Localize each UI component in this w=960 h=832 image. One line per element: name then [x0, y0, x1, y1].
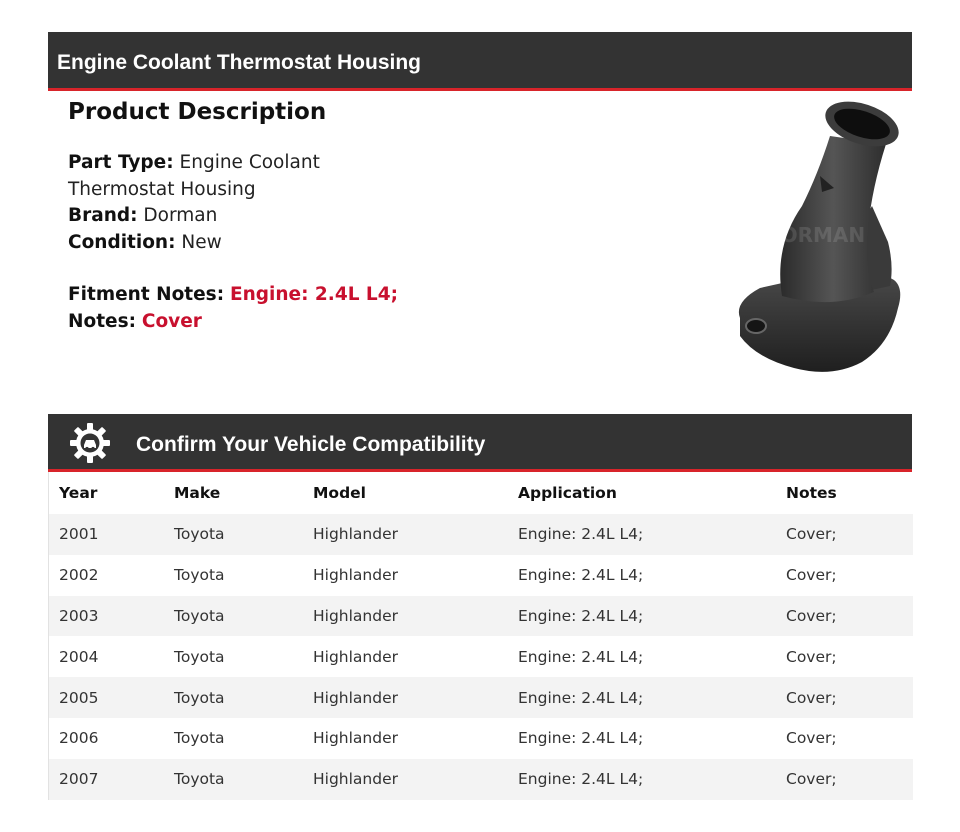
condition-row	[68, 230, 428, 257]
part-type-value: Engine Coolant Thermostat Housing	[68, 152, 320, 200]
notes-value: Cover	[141, 310, 202, 332]
make-cell: Toyota	[164, 555, 303, 596]
year-cell: 2007	[49, 759, 164, 800]
fitment-row	[68, 282, 428, 309]
application-cell: Engine: 2.4L L4;	[508, 596, 776, 637]
condition-label: Condition:	[68, 231, 176, 253]
notes-cell: Cover;	[776, 718, 913, 759]
notes-row	[68, 309, 428, 336]
product-description	[68, 98, 428, 335]
compatibility-bar	[48, 414, 912, 472]
brand-row	[68, 203, 428, 230]
application-cell: Engine: 2.4L L4;	[508, 759, 776, 800]
year-cell: 2002	[49, 555, 164, 596]
table-header-row	[49, 472, 913, 514]
part-type-label: Part Type:	[68, 152, 174, 173]
table-row	[49, 514, 913, 555]
model-cell: Highlander	[303, 596, 508, 637]
notes-cell: Cover;	[776, 677, 913, 718]
year-cell: 2001	[49, 514, 164, 555]
spec-list	[68, 150, 428, 256]
application-cell: Engine: 2.4L L4;	[508, 677, 776, 718]
model-cell: Highlander	[303, 677, 508, 718]
model-cell: Highlander	[303, 555, 508, 596]
description-heading: Product Description	[68, 99, 327, 125]
application-cell: Engine: 2.4L L4;	[508, 636, 776, 677]
fitment-label: Fitment Notes:	[68, 284, 225, 305]
compatibility-table	[49, 472, 913, 800]
make-cell: Toyota	[164, 636, 303, 677]
application-cell: Engine: 2.4L L4;	[508, 718, 776, 759]
table-row	[49, 759, 913, 800]
condition-value: New	[181, 231, 222, 253]
col-model-header: Model	[303, 472, 508, 514]
year-cell: 2003	[49, 596, 164, 637]
col-make-header: Make	[164, 472, 303, 514]
model-cell: Highlander	[303, 636, 508, 677]
make-cell: Toyota	[164, 759, 303, 800]
table-row	[49, 677, 913, 718]
model-cell: Highlander	[303, 718, 508, 759]
notes-label: Notes:	[68, 310, 136, 332]
table-row	[49, 596, 913, 637]
year-cell: 2005	[49, 677, 164, 718]
brand-label: Brand:	[68, 205, 138, 226]
fitment-block	[68, 282, 428, 335]
part-type-row	[68, 150, 428, 203]
col-notes-header: Notes	[776, 472, 913, 514]
notes-cell: Cover;	[776, 759, 913, 800]
notes-cell: Cover;	[776, 636, 913, 677]
notes-cell: Cover;	[776, 596, 913, 637]
model-cell: Highlander	[303, 759, 508, 800]
fitment-value: Engine: 2.4L L4;	[229, 284, 398, 305]
application-cell: Engine: 2.4L L4;	[508, 514, 776, 555]
year-cell: 2006	[49, 718, 164, 759]
make-cell: Toyota	[164, 718, 303, 759]
table-row	[49, 718, 913, 759]
compatibility-title: Confirm Your Vehicle Compatibility	[136, 433, 486, 456]
svg-text:DORMAN: DORMAN	[764, 223, 866, 247]
product-title: Engine Coolant Thermostat Housing	[57, 51, 422, 74]
product-title-bar	[48, 32, 912, 91]
application-cell: Engine: 2.4L L4;	[508, 555, 776, 596]
notes-cell: Cover;	[776, 555, 913, 596]
compatibility-table-container	[48, 472, 912, 800]
brand-value: Dorman	[143, 205, 218, 226]
make-cell: Toyota	[164, 677, 303, 718]
notes-cell: Cover;	[776, 514, 913, 555]
col-year-header: Year	[49, 472, 164, 514]
col-application-header: Application	[508, 472, 776, 514]
gear-car-icon	[68, 421, 112, 465]
model-cell: Highlander	[303, 514, 508, 555]
make-cell: Toyota	[164, 514, 303, 555]
make-cell: Toyota	[164, 596, 303, 637]
thermostat-housing-image	[722, 96, 912, 376]
table-row	[49, 555, 913, 596]
year-cell: 2004	[49, 636, 164, 677]
table-row	[49, 636, 913, 677]
